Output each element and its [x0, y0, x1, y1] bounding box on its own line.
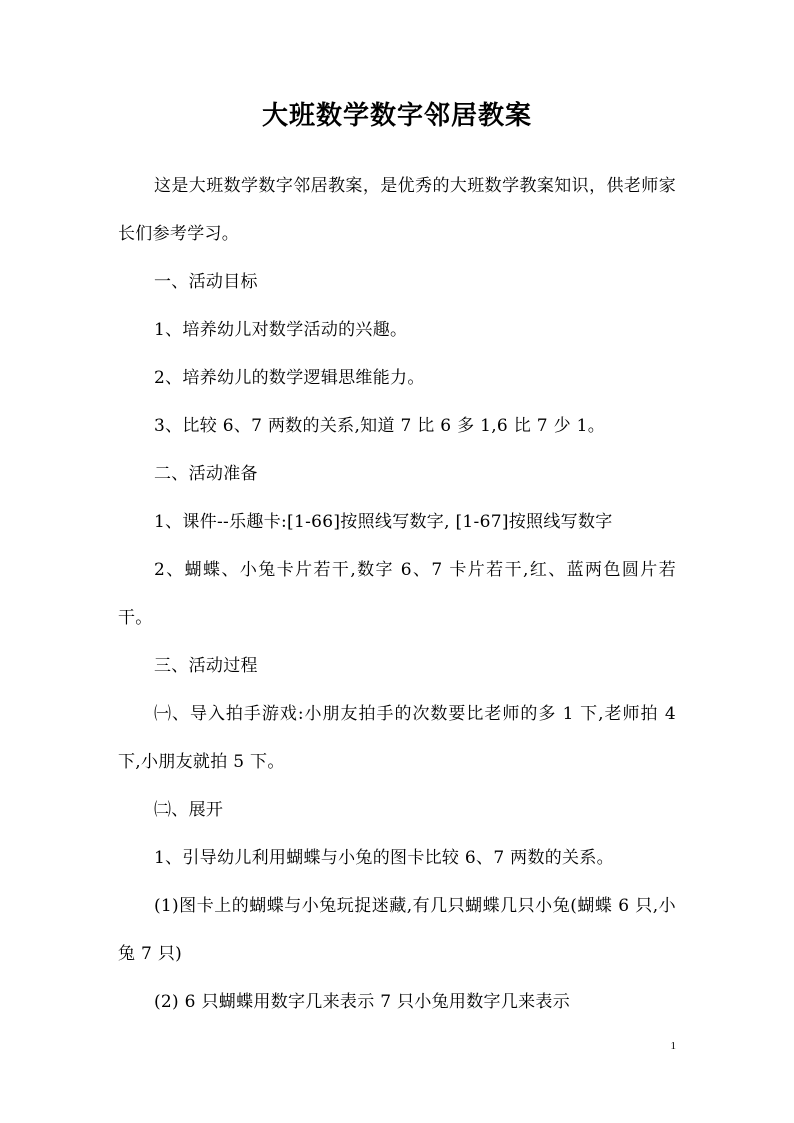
process-step-expand: ㈡、展开: [154, 800, 224, 820]
goal-item-3: 3、比较 6、7 两数的关系,知道 7 比 6 多 1,6 比 7 少 1。: [154, 416, 605, 436]
preparation-item-1: 1、课件--乐趣卡:[1-66]按照线写数字, [1-67]按照线写数字: [154, 512, 613, 532]
document-title: 大班数学数字邻居教案: [261, 101, 532, 131]
document-body: [118, 162, 676, 1026]
process-question-1: (1)图卡上的蝴蝶与小兔玩捉迷藏,有几只蝴蝶几只小兔(蝴蝶 6 只,小兔 7 只): [118, 896, 676, 964]
section-heading-process: 三、活动过程: [154, 656, 258, 676]
intro-paragraph: 这是大班数学数字邻居教案，是优秀的大班数学教案知识，供老师家长们参考学习。: [118, 176, 676, 244]
section-heading-goals: 一、活动目标: [154, 272, 258, 292]
process-substep-1: 1、引导幼儿利用蝴蝶与小兔的图卡比较 6、7 两数的关系。: [154, 848, 614, 868]
section-heading-preparation: 二、活动准备: [154, 464, 258, 484]
preparation-item-2: 2、蝴蝶、小兔卡片若干,数字 6、7 卡片若干,红、蓝两色圆片若干。: [118, 560, 676, 628]
goal-item-2: 2、培养幼儿的数学逻辑思维能力。: [154, 368, 425, 388]
process-step-intro-game: ㈠、导入拍手游戏:小朋友拍手的次数要比老师的多 1 下,老师拍 4 下,小朋友就拍 5 下。: [118, 704, 676, 772]
goal-item-1: 1、培养幼儿对数学活动的兴趣。: [154, 320, 408, 340]
process-question-2: (2) 6 只蝴蝶用数字几来表示 7 只小兔用数字几来表示: [154, 992, 571, 1012]
page-number: 1: [670, 1040, 676, 1052]
